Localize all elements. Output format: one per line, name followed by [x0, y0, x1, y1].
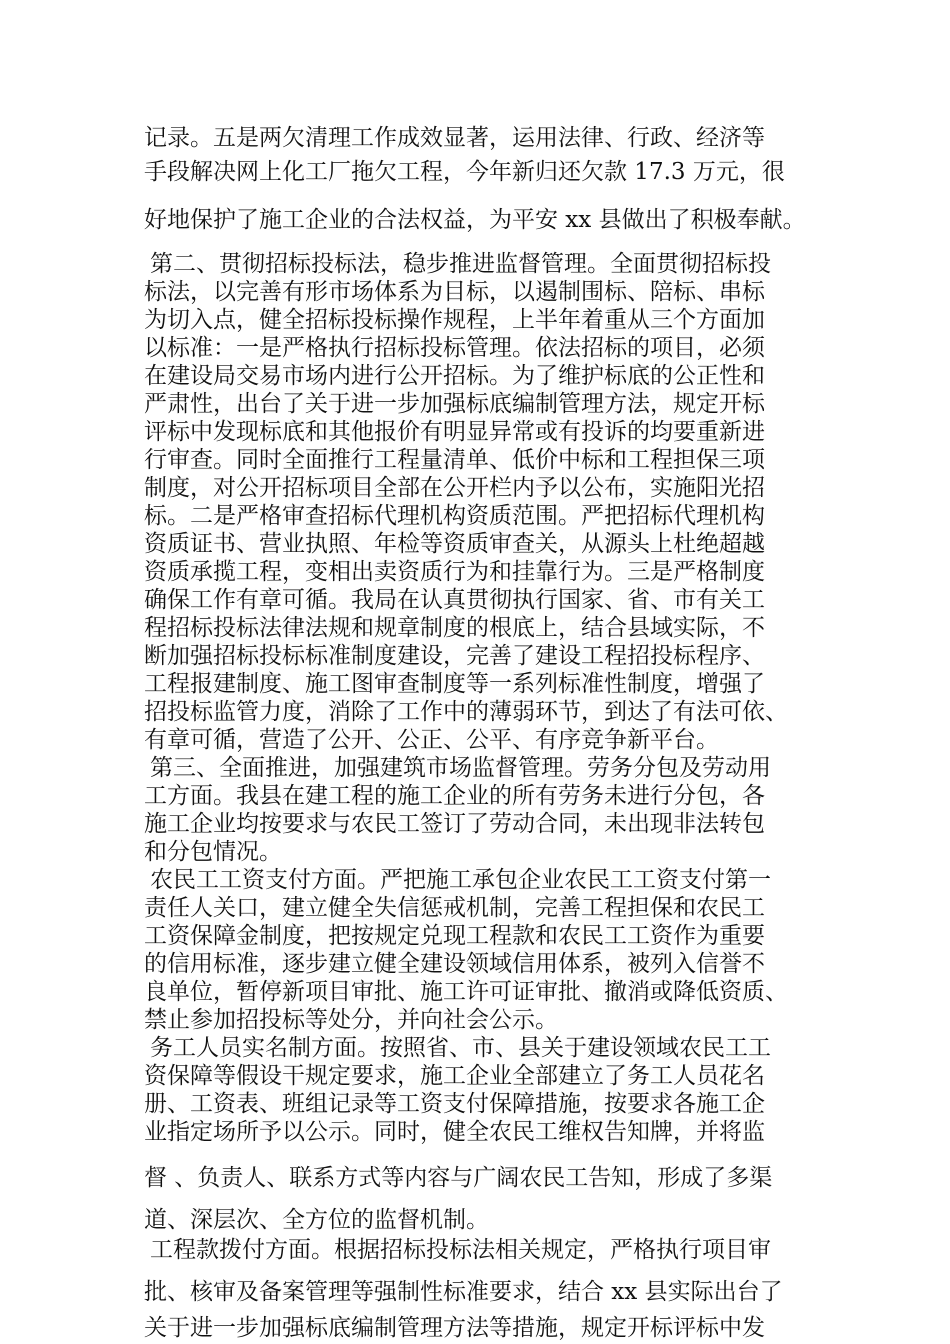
text-line: 有章可循，营造了公开、公正、公平、有序竞争新平台。	[144, 727, 719, 753]
text-line: 业指定场所予以公示。同时，健全农民工维权告知牌，并将监	[144, 1119, 765, 1145]
text-line: 道、深层次、全方位的监督机制。	[144, 1207, 489, 1233]
text-line: 禁止参加招投标等处分，并向社会公示。	[144, 1007, 558, 1033]
text-line: 以标准：一是严格执行招标投标管理。依法招标的项目，必须	[144, 335, 765, 361]
text-line: 关于进一步加强标底编制管理方法等措施，规定开标评标中发	[144, 1315, 765, 1341]
text-line: 行审查。同时全面推行工程量清单、低价中标和工程担保三项	[144, 447, 765, 473]
text-line: 招投标监管力度，消除了工作中的薄弱环节，到达了有法可依、	[144, 699, 788, 725]
text-line: 务工人员实名制方面。按照省、市、县关于建设领域农民工工	[150, 1035, 771, 1061]
text-line: 第三、全面推进，加强建筑市场监督管理。劳务分包及劳动用	[150, 755, 771, 781]
text-line: 程招标投标法律法规和规章制度的根底上，结合县域实际，不	[144, 615, 765, 641]
text-line: 责任人关口，建立健全失信惩戒机制，完善工程担保和农民工	[144, 895, 765, 921]
text-line: 第二、贯彻招标投标法，稳步推进监督管理。全面贯彻招标投	[150, 251, 771, 277]
text-line: 手段解决网上化工厂拖欠工程，今年新归还欠款 17.3 万元，很	[144, 159, 785, 185]
text-line: 批、核审及备案管理等强制性标准要求，结合 xx 县实际出台了	[144, 1279, 783, 1305]
text-line: 严肃性，出台了关于进一步加强标底编制管理方法，规定开标	[144, 391, 765, 417]
text-line: 工资保障金制度，把按规定兑现工程款和农民工工资作为重要	[144, 923, 765, 949]
text-line: 良单位，暂停新项目审批、施工许可证审批、撤消或降低资质、	[144, 979, 788, 1005]
text-line: 农民工工资支付方面。严把施工承包企业农民工工资支付第一	[150, 867, 771, 893]
text-line: 工方面。我县在建工程的施工企业的所有劳务未进行分包，各	[144, 783, 765, 809]
text-line: 好地保护了施工企业的合法权益，为平安 xx 县做出了积极奉献。	[144, 207, 806, 233]
text-line: 工程报建制度、施工图审查制度等一系列标准性制度，增强了	[144, 671, 765, 697]
text-line: 断加强招标投标标准制度建设，完善了建设工程招投标程序、	[144, 643, 765, 669]
text-line: 资质证书、营业执照、年检等资质审查关，从源头上杜绝超越	[144, 531, 765, 557]
text-line: 资保障等假设干规定要求，施工企业全部建立了务工人员花名	[144, 1063, 765, 1089]
text-line: 在建设局交易市场内进行公开招标。为了维护标底的公正性和	[144, 363, 765, 389]
text-line: 册、工资表、班组记录等工资支付保障措施，按要求各施工企	[144, 1091, 765, 1117]
text-line: 工程款拨付方面。根据招标投标法相关规定，严格执行项目审	[150, 1237, 771, 1263]
text-line: 资质承揽工程，变相出卖资质行为和挂靠行为。三是严格制度	[144, 559, 765, 585]
text-line: 为切入点，健全招标投标操作规程，上半年着重从三个方面加	[144, 307, 765, 333]
text-line: 标法，以完善有形市场体系为目标，以遏制围标、陪标、串标	[144, 279, 765, 305]
text-line: 和分包情况。	[144, 839, 282, 865]
text-line: 记录。五是两欠清理工作成效显著，运用法律、行政、经济等	[144, 125, 765, 151]
text-line: 评标中发现标底和其他报价有明显异常或有投诉的均要重新进	[144, 419, 765, 445]
text-line: 制度，对公开招标项目全部在公开栏内予以公布，实施阳光招	[144, 475, 765, 501]
text-line: 标。二是严格审查招标代理机构资质范围。严把招标代理机构	[144, 503, 765, 529]
text-line: 督 、负责人、联系方式等内容与广阔农民工告知，形成了多渠	[144, 1165, 773, 1191]
text-line: 的信用标准，逐步建立健全建设领域信用体系，被列入信誉不	[144, 951, 765, 977]
text-line: 施工企业均按要求与农民工签订了劳动合同，未出现非法转包	[144, 811, 765, 837]
text-line: 确保工作有章可循。我局在认真贯彻执行国家、省、市有关工	[144, 587, 765, 613]
